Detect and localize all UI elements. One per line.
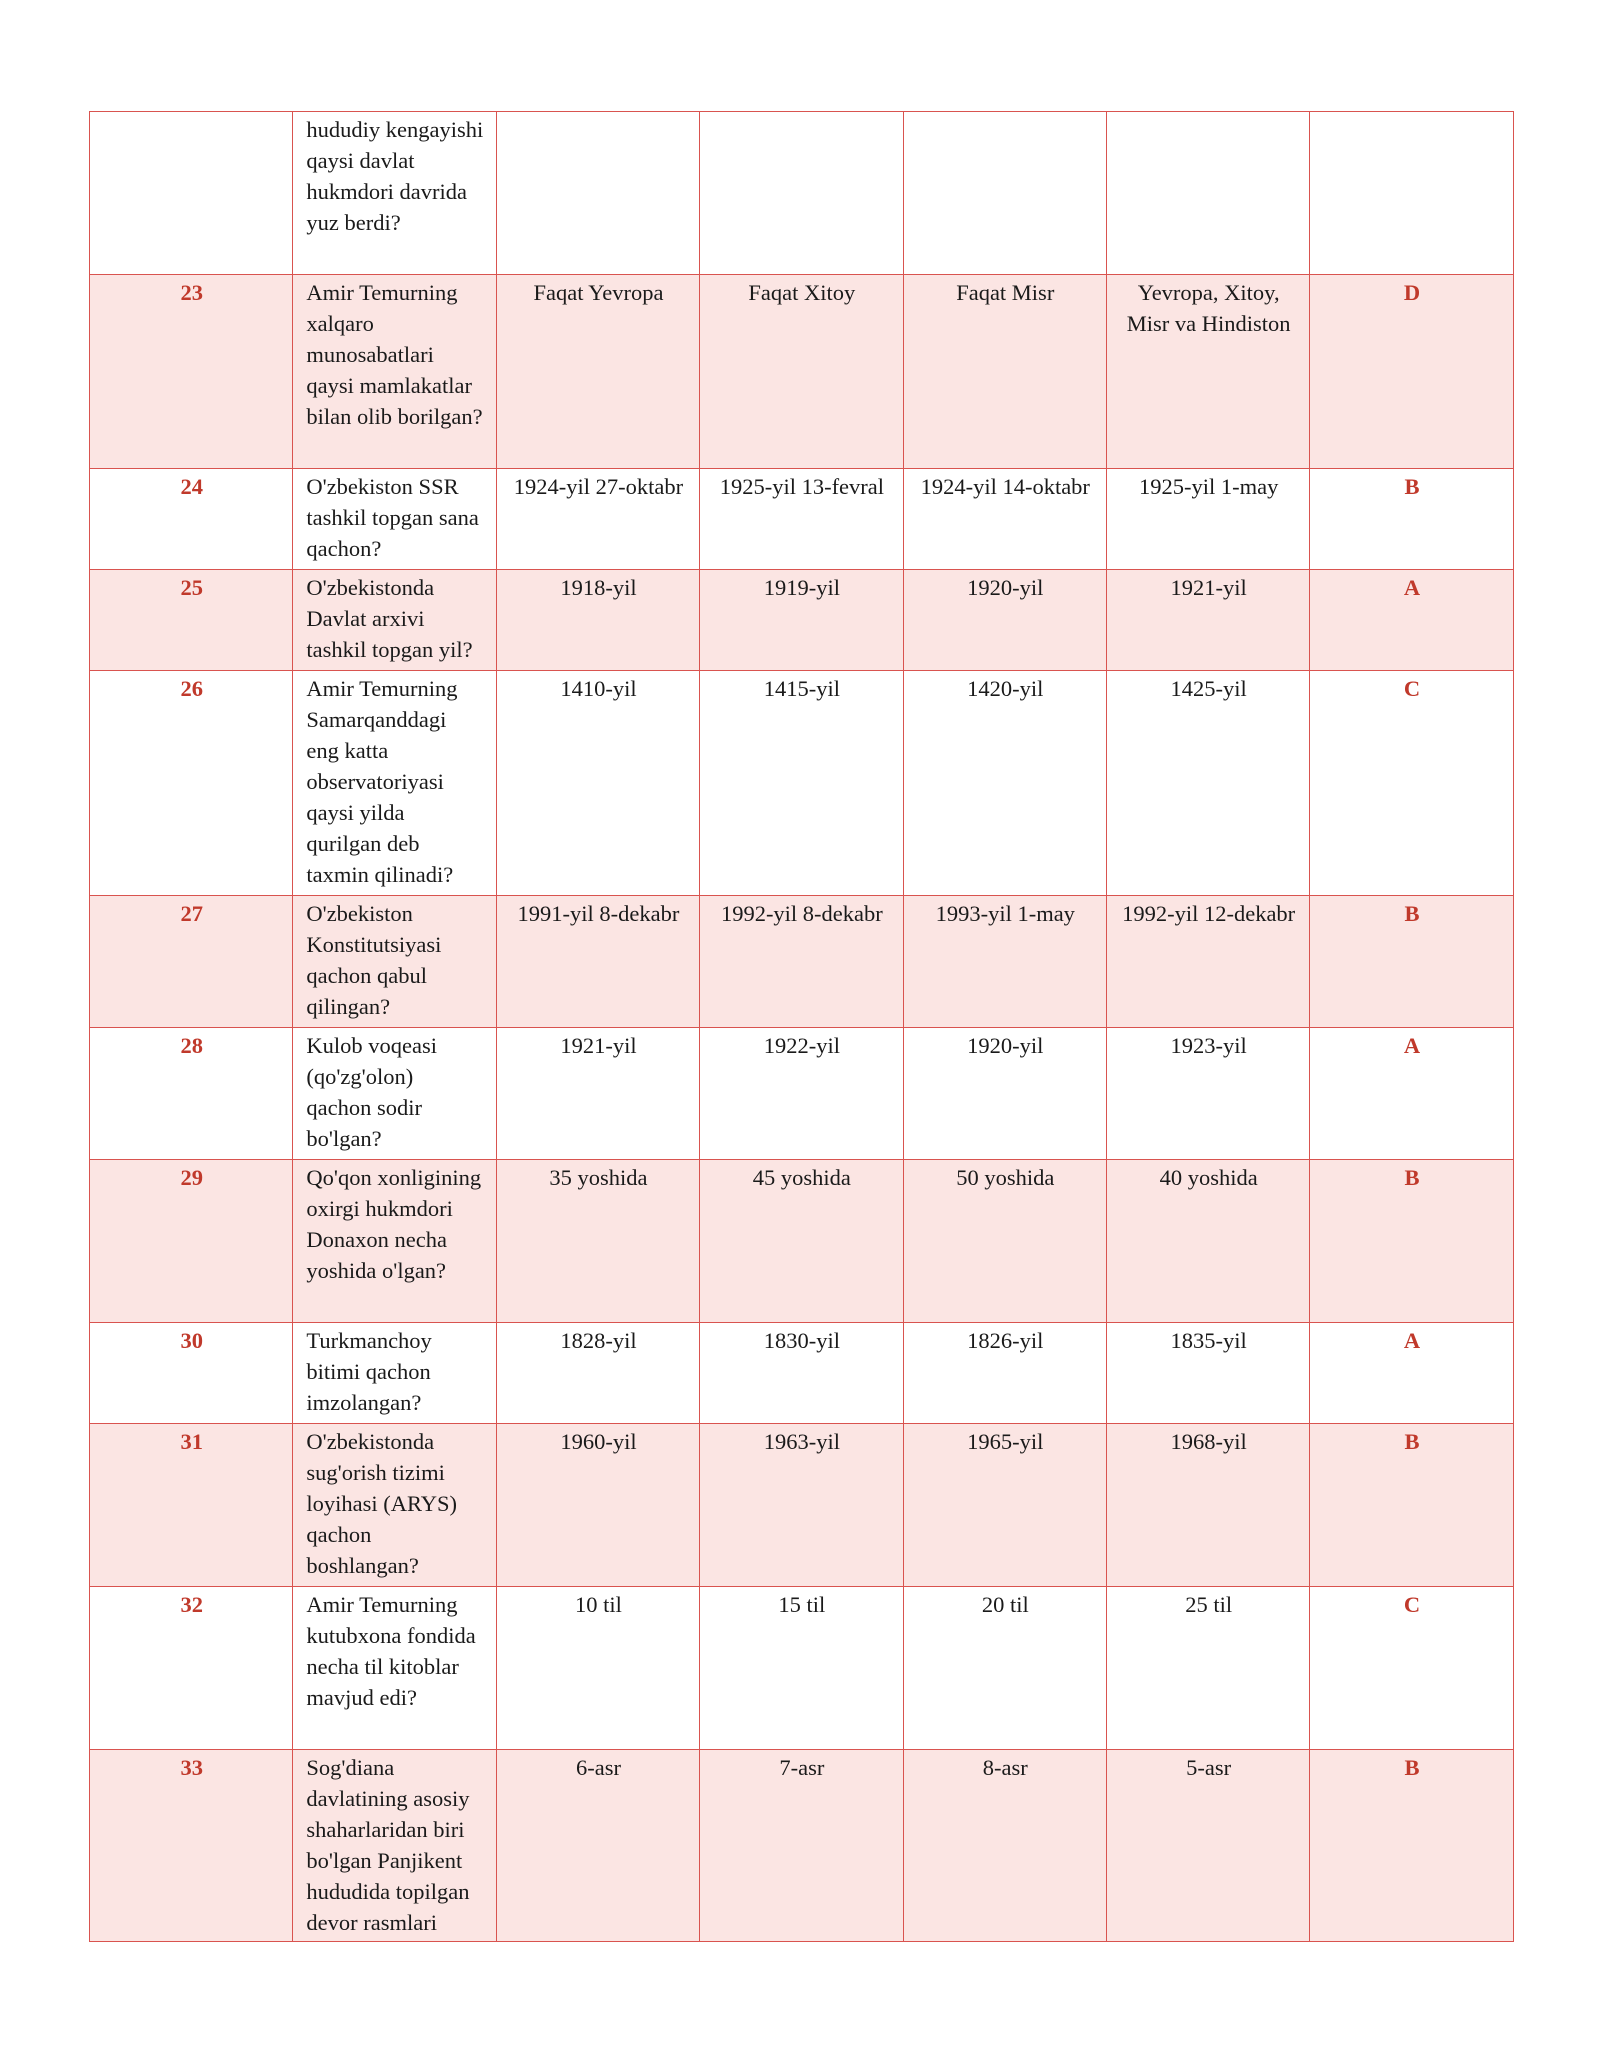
question-number: 31 [90,1424,293,1587]
correct-answer: B [1310,896,1513,1028]
question-text: O'zbekistonda sug'orish tizimi loyihasi (ARYS) qachon boshlangan? [293,1424,496,1587]
correct-answer: C [1310,671,1513,896]
option-c: 1826-yil [903,1323,1106,1424]
option-c: 1920-yil [903,570,1106,671]
question-text: O'zbekiston SSR tashkil topgan sana qachon? [293,469,496,570]
table-row [90,570,1514,671]
option-a: 1960-yil [496,1424,699,1587]
table-row [90,896,1514,1028]
option-b: 7-asr [700,1750,903,1942]
question-number: 23 [90,275,293,469]
option-a: 1924-yil 27-oktabr [496,469,699,570]
quiz-table-page [89,111,1513,1942]
option-c: 1420-yil [903,671,1106,896]
option-a: 1828-yil [496,1323,699,1424]
option-b: 1922-yil [700,1028,903,1160]
correct-answer: B [1310,1160,1513,1323]
question-text: O'zbekistonda Davlat arxivi tashkil topgan yil? [293,570,496,671]
option-a: 1991-yil 8-dekabr [496,896,699,1028]
option-b: 1415-yil [700,671,903,896]
option-b: 1963-yil [700,1424,903,1587]
option-a: 1918-yil [496,570,699,671]
option-a: 35 yoshida [496,1160,699,1323]
correct-answer: A [1310,1323,1513,1424]
option-d: 1925-yil 1-may [1106,469,1309,570]
option-b: 45 yoshida [700,1160,903,1323]
question-cell: hududiy kengayishi qaysi davlat hukmdori davrida yuz berdi? [293,112,496,275]
option-b: Faqat Xitoy [700,275,903,469]
option-c: 8-asr [903,1750,1106,1942]
table-row [90,1160,1514,1323]
question-text: Turkmanchoy bitimi qachon imzolangan? [293,1323,496,1424]
correct-answer: A [1310,1028,1513,1160]
option-a: 10 til [496,1587,699,1750]
option-b: 1925-yil 13-fevral [700,469,903,570]
correct-answer: B [1310,1750,1513,1942]
answer-cell [1310,112,1513,275]
option-c: 1924-yil 14-oktabr [903,469,1106,570]
question-number: 32 [90,1587,293,1750]
question-text: O'zbekiston Konstitutsiyasi qachon qabul qilingan? [293,896,496,1028]
option-b: 1992-yil 8-dekabr [700,896,903,1028]
table-row [90,275,1514,469]
question-number-cell [90,112,293,275]
question-text: Amir Temurning xalqaro munosabatlari qaysi mamlakatlar bilan olib borilgan? [293,275,496,469]
correct-answer: A [1310,570,1513,671]
table-row [90,1323,1514,1424]
table-row-continuation [90,112,1514,275]
option-d: 5-asr [1106,1750,1309,1942]
table-row [90,1750,1514,1942]
option-d: 40 yoshida [1106,1160,1309,1323]
option-b: 15 til [700,1587,903,1750]
question-number: 30 [90,1323,293,1424]
option-a: 1921-yil [496,1028,699,1160]
correct-answer: B [1310,1424,1513,1587]
option-c: 50 yoshida [903,1160,1106,1323]
option-d: 1425-yil [1106,671,1309,896]
question-text: Amir Temurning Samarqanddagi eng katta observatoriyasi qaysi yilda qurilgan deb taxmin qilinadi? [293,671,496,896]
option-d: 1835-yil [1106,1323,1309,1424]
option-a: 6-asr [496,1750,699,1942]
option-c: 20 til [903,1587,1106,1750]
question-text: Kulob voqeasi (qo'zg'olon) qachon sodir bo'lgan? [293,1028,496,1160]
option-d: 1921-yil [1106,570,1309,671]
option-c-cell [903,112,1106,275]
option-d: Yevropa, Xitoy, Misr va Hindiston [1106,275,1309,469]
option-b: 1830-yil [700,1323,903,1424]
question-number: 33 [90,1750,293,1942]
option-d: 25 til [1106,1587,1309,1750]
question-number: 27 [90,896,293,1028]
correct-answer: C [1310,1587,1513,1750]
option-c: 1920-yil [903,1028,1106,1160]
question-number: 24 [90,469,293,570]
option-c: Faqat Misr [903,275,1106,469]
question-number: 26 [90,671,293,896]
question-text: Sog'diana davlatining asosiy shaharlaridan biri bo'lgan Panjikent hududida topilgan devor rasmlari [293,1750,496,1942]
question-number: 29 [90,1160,293,1323]
option-b: 1919-yil [700,570,903,671]
option-d: 1992-yil 12-dekabr [1106,896,1309,1028]
option-a: Faqat Yevropa [496,275,699,469]
question-number: 25 [90,570,293,671]
question-text: Amir Temurning kutubxona fondida necha til kitoblar mavjud edi? [293,1587,496,1750]
correct-answer: B [1310,469,1513,570]
option-c: 1965-yil [903,1424,1106,1587]
option-c: 1993-yil 1-may [903,896,1106,1028]
question-text: Qo'qon xonligining oxirgi hukmdori Donaxon necha yoshida o'lgan? [293,1160,496,1323]
table-row [90,1028,1514,1160]
option-d: 1968-yil [1106,1424,1309,1587]
table-row [90,671,1514,896]
option-d: 1923-yil [1106,1028,1309,1160]
correct-answer: D [1310,275,1513,469]
table-row [90,469,1514,570]
table-row [90,1587,1514,1750]
option-a-cell [496,112,699,275]
question-number: 28 [90,1028,293,1160]
option-a: 1410-yil [496,671,699,896]
option-d-cell [1106,112,1309,275]
table-row [90,1424,1514,1587]
quiz-table [89,111,1514,1942]
option-b-cell [700,112,903,275]
